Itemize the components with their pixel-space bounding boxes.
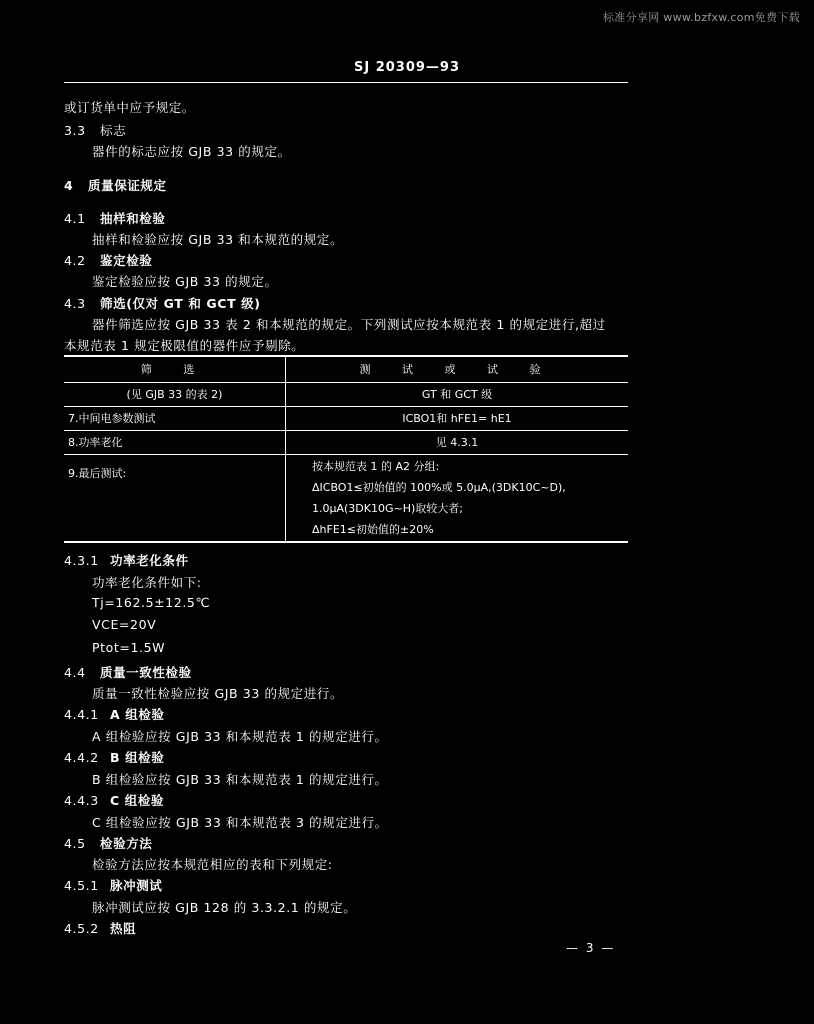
section-title: A 组检验	[110, 707, 165, 722]
section-title: C 组检验	[110, 793, 165, 808]
table-header-cell: 筛 选	[64, 356, 286, 382]
watermark-text: 标准分享网 www.bzfxw.com免费下载	[603, 11, 800, 24]
body-text: 抽样和检验应按 GJB 33 和本规范的规定。	[92, 232, 344, 247]
section-number: 4.4.2	[64, 750, 99, 765]
section-title: 抽样和检验	[100, 211, 166, 226]
section-heading-4-1	[64, 209, 166, 227]
table-cell-line: ΔICBO1≤初始值的 100%或 5.0μA,(3DK10C~D),	[312, 480, 566, 494]
section-number: 4.2	[64, 253, 86, 268]
table-cell-line: 按本规范表 1 的 A2 分组:	[312, 459, 440, 473]
section-heading-4	[64, 176, 167, 194]
table-header-row	[64, 356, 628, 382]
section-heading-4-5-2	[64, 919, 136, 937]
section-heading-4-5-1	[64, 876, 162, 894]
section-number: 4.5	[64, 836, 86, 851]
header-rule	[64, 82, 628, 83]
body-text: 本规范表 1 规定极限值的器件应予剔除。	[64, 338, 305, 353]
body-text: B 组检验应按 GJB 33 和本规范表 1 的规定进行。	[92, 772, 388, 787]
document-code: SJ 20309—93	[353, 60, 461, 75]
section-title: 标志	[100, 123, 127, 138]
body-text: 功率老化条件如下:	[92, 575, 202, 590]
table-cell: 见 4.3.1	[286, 430, 629, 454]
body-text: 质量一致性检验应按 GJB 33 的规定进行。	[92, 686, 344, 701]
table-cell: ICBO1和 hFE1= hE1	[286, 406, 629, 430]
section-title: 筛选(仅对 GT 和 GCT 级)	[100, 296, 261, 311]
table-cell: 9.最后测试:	[64, 454, 286, 542]
section-heading-4-3	[64, 294, 261, 312]
table-header-row	[64, 382, 628, 406]
page-number: — 3 —	[566, 941, 616, 955]
screening-table	[64, 355, 628, 543]
section-heading-4-3-1	[64, 551, 189, 569]
table-header-cell: (见 GJB 33 的表 2)	[64, 382, 286, 406]
section-heading-4-4	[64, 663, 192, 681]
body-text: 器件筛选应按 GJB 33 表 2 和本规范的规定。下列测试应按本规范表 1 的规定进行,超过	[92, 317, 606, 332]
section-heading-4-2	[64, 251, 152, 269]
formula-text: VCE=20V	[92, 617, 157, 632]
body-text: 器件的标志应按 GJB 33 的规定。	[92, 144, 291, 159]
section-number: 4.3	[64, 296, 86, 311]
section-number: 3.3	[64, 123, 86, 138]
section-heading-4-5	[64, 834, 152, 852]
body-text: 鉴定检验应按 GJB 33 的规定。	[92, 274, 278, 289]
section-heading-4-4-3	[64, 791, 164, 809]
section-title: 质量一致性检验	[100, 665, 192, 680]
section-number: 4.1	[64, 211, 86, 226]
body-text: 脉冲测试应按 GJB 128 的 3.3.2.1 的规定。	[92, 900, 357, 915]
section-number: 4.4	[64, 665, 86, 680]
section-title: 鉴定检验	[100, 253, 153, 268]
table-row	[64, 454, 628, 542]
section-number: 4.4.3	[64, 793, 99, 808]
section-heading-3-3	[64, 121, 126, 139]
section-title: B 组检验	[110, 750, 165, 765]
formula-text: Ptot=1.5W	[92, 640, 166, 655]
table-header-cell: 测 试 或 试 验	[286, 356, 629, 382]
section-title: 热阻	[110, 921, 137, 936]
body-text: 或订货单中应予规定。	[64, 100, 196, 115]
section-title: 功率老化条件	[110, 553, 189, 568]
section-number: 4	[64, 178, 74, 193]
section-heading-4-4-1	[64, 705, 165, 723]
body-text: A 组检验应按 GJB 33 和本规范表 1 的规定进行。	[92, 729, 388, 744]
formula-text: Tj=162.5±12.5℃	[92, 595, 211, 610]
section-title: 质量保证规定	[88, 178, 167, 193]
table-cell: 7.中间电参数测试	[64, 406, 286, 430]
table-cell	[286, 454, 629, 542]
table-cell: 8.功率老化	[64, 430, 286, 454]
section-number: 4.5.2	[64, 921, 99, 936]
section-number: 4.3.1	[64, 553, 99, 568]
section-title: 检验方法	[100, 836, 153, 851]
body-text: 检验方法应按本规范相应的表和下列规定:	[92, 857, 333, 872]
section-heading-4-4-2	[64, 748, 164, 766]
section-title: 脉冲测试	[110, 878, 163, 893]
table-cell-line: 1.0μA(3DK10G~H)取较大者;	[312, 501, 463, 515]
table-row	[64, 430, 628, 454]
section-number: 4.5.1	[64, 878, 99, 893]
table-row	[64, 406, 628, 430]
body-text: C 组检验应按 GJB 33 和本规范表 3 的规定进行。	[92, 815, 388, 830]
table-header-cell: GT 和 GCT 级	[286, 382, 629, 406]
section-number: 4.4.1	[64, 707, 99, 722]
table-cell-line: ΔhFE1≤初始值的±20%	[312, 522, 434, 536]
